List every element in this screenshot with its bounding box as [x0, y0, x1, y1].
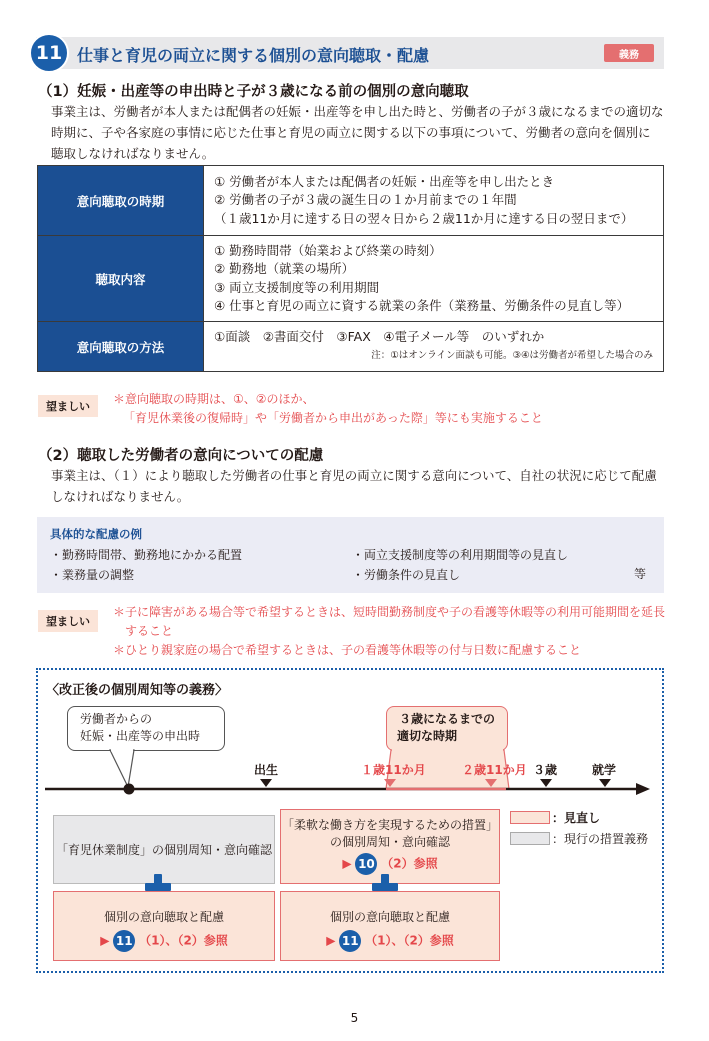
axis-label-school: 就学 [592, 763, 617, 777]
arrow-icon: ▶ [326, 933, 336, 948]
table-line: ① 労働者が本人または配偶者の妊娠・出産等を申し出たとき [214, 173, 555, 189]
table-label: 意向聴取の方法 [38, 322, 204, 372]
section-title: 仕事と育児の両立に関する個別の意向聴取・配慮 [77, 46, 430, 65]
table-row [38, 166, 664, 236]
axis-label-2y11m: ２歳11か月 [462, 763, 527, 777]
section2-heading: （2）聴取した労働者の意向についての配慮 [38, 448, 324, 464]
hearing-table [37, 165, 664, 372]
paragraph-line: 聴取しなければなりません。 [51, 146, 215, 161]
example-item: ・勤務時間帯、勤務地にかかる配置 [50, 548, 243, 562]
axis-label-1y11m: １歳11か月 [361, 763, 426, 777]
table-line: （１歳11か月に達する日の翌々日から２歳11か月に達する日の翌日まで） [214, 210, 634, 226]
reference-text: （1）、（2）参照 [365, 933, 454, 948]
desirable-line: 「育児休業後の復帰時」や「労働者から申出があった際」等にも実施すること [123, 411, 543, 425]
callout-appropriate-time [386, 706, 508, 751]
timeline-arrow [40, 780, 655, 800]
table-value [204, 236, 664, 322]
example-item: ・業務量の調整 [50, 568, 135, 582]
table-line: ③ 両立支援制度等の利用期間 [214, 279, 380, 295]
table-note: 注：①はオンライン面談も可能。③④は労働者が希望した場合のみ [371, 349, 653, 361]
table-line: ④ 仕事と育児の両立に資する就業の条件（業務量、労働条件の見直し等） [214, 298, 630, 313]
table-line: ① 勤務時間帯（始業および終業の時刻） [214, 242, 442, 258]
desirable-line: ＊意向聴取の時期は、①、②のほか、 [113, 392, 315, 406]
reference-text: （1）、（2）参照 [139, 933, 228, 948]
table-value [204, 322, 664, 372]
table-label: 聴取内容 [38, 236, 204, 322]
example-title: 具体的な配慮の例 [50, 527, 142, 541]
box-title: 個別の意向聴取と配慮 [329, 910, 450, 924]
box-flexible-work-notice [280, 809, 500, 884]
arrow-icon: ▶ [342, 856, 352, 871]
paragraph-line: 時期に、子や各家庭の事情に応じた仕事と育児の両立に関する以下の事項について、労働者の意向を個別に [51, 125, 651, 140]
table-row [38, 322, 664, 372]
callout-line: 労働者からの [80, 712, 153, 726]
desirable-line: すること [113, 624, 174, 638]
section2-paragraph [51, 465, 666, 507]
paragraph-line: しなければなりません。 [51, 489, 190, 504]
obligation-badge: 義務 [604, 44, 654, 62]
page-number: 5 [350, 1011, 359, 1025]
box-individual-hearing-right [280, 891, 500, 961]
legend-swatch-current [510, 832, 550, 845]
axis-label-3y: ３歳 [533, 763, 558, 777]
table-value [204, 166, 664, 236]
callout-announcement [67, 706, 225, 751]
axis-label-birth: 出生 [254, 763, 279, 777]
arrow-icon: ▶ [100, 933, 110, 948]
legend-label-current: ：現行の措置義務 [552, 832, 649, 846]
section-ref-badge: 10 [355, 853, 377, 875]
example-etc: 等 [634, 567, 647, 581]
desirable-badge: 望ましい [38, 610, 98, 632]
paragraph-line: 事業主は、（１）により聴取した労働者の仕事と育児の両立に関する意向について、自社の状況に応じて配慮 [51, 468, 657, 483]
section1-paragraph [51, 101, 666, 164]
desirable-line: ＊ひとり親家庭の場合で希望するときは、子の看護等休暇等の付与日数に配慮すること [113, 643, 582, 657]
section-ref-badge: 11 [113, 930, 135, 952]
callout-line: 適切な時期 [397, 729, 458, 743]
table-line: ② 労働者の子が３歳の誕生日の１か月前までの１年間 [214, 192, 517, 208]
section-number-badge: 11 [29, 33, 69, 73]
desirable-note [113, 603, 668, 660]
desirable-note [113, 390, 543, 428]
box-childcare-leave-notice: 「育児休業制度」の個別周知・意向確認 [53, 815, 275, 884]
box-title: 個別の意向聴取と配慮 [103, 910, 224, 924]
desirable-line: ＊子に障害がある場合等で希望するときは、短時間勤務制度や子の看護等休暇等の利用可能期間を延長 [113, 605, 666, 619]
paragraph-line: 事業主は、労働者が本人または配偶者の妊娠・出産等を申し出た時と、労働者の子が３歳になるまでの適切な [51, 104, 664, 119]
callout-line: ３歳になるまでの [398, 712, 495, 726]
diagram-title: 〈改正後の個別周知等の義務〉 [46, 683, 229, 698]
desirable-badge: 望ましい [38, 395, 98, 417]
table-line: ② 勤務地（就業の場所） [214, 261, 355, 276]
reference-text: （2）参照 [381, 856, 438, 871]
reference-line [281, 930, 499, 952]
section1-heading: （1）妊娠・出産等の申出時と子が３歳になる前の個別の意向聴取 [38, 84, 469, 100]
example-item: ・両立支援制度等の利用期間等の見直し [352, 548, 569, 562]
legend-label-revised: ：見直し [552, 811, 601, 825]
example-list-right [352, 545, 568, 585]
box-individual-hearing-left [53, 891, 275, 961]
table-row [38, 236, 664, 322]
reference-line [54, 930, 274, 952]
reference-line [281, 853, 499, 875]
example-list-left [50, 545, 242, 585]
callout-line: 妊娠・出産等の申出時 [80, 729, 201, 743]
box-line: 「柔軟な働き方を実現するための措置」 [281, 818, 498, 832]
example-item: ・労働条件の見直し [352, 568, 461, 582]
section-ref-badge: 11 [339, 930, 361, 952]
legend-swatch-revised [510, 811, 550, 824]
box-line: の個別周知・意向確認 [329, 835, 450, 849]
table-label: 意向聴取の時期 [38, 166, 204, 236]
table-line: ①面談 ②書面交付 ③FAX ④電子メール等 のいずれか [214, 329, 545, 344]
